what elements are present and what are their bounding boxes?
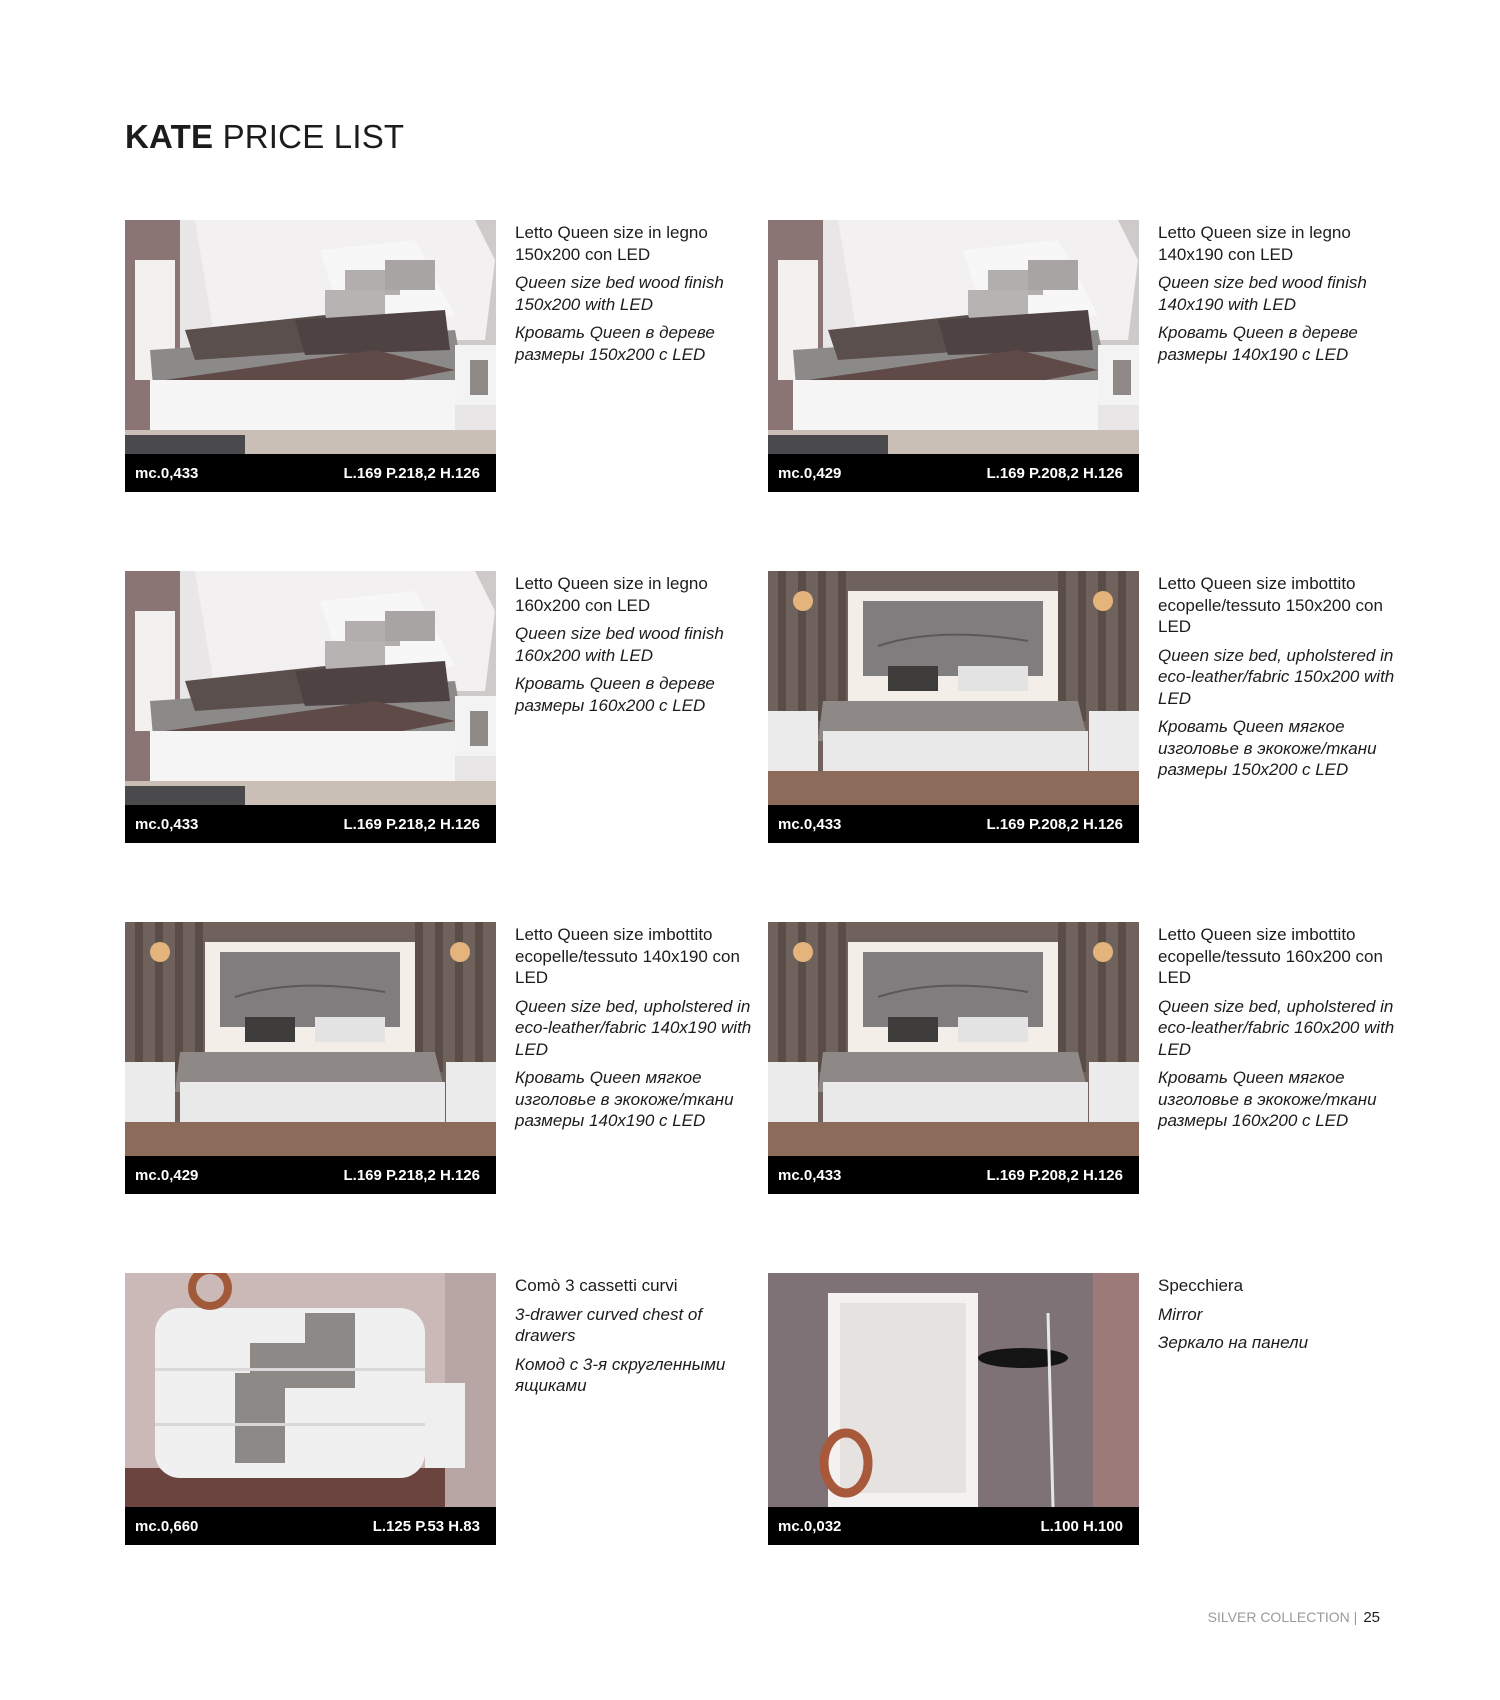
dimensions: L.169 P.208,2 H.126: [986, 1166, 1123, 1184]
description-it: Letto Queen size imbottito ecopelle/tessuto 140x190 con LED: [515, 925, 740, 987]
description-ru: Кровать Queen мягкое изголовье в экокоже/ткани размеры 160x200 с LED: [1158, 1068, 1377, 1130]
description-it: Letto Queen size in legno 140x190 con LED: [1158, 223, 1351, 264]
description-ru: Кровать Queen в дереве размеры 160x200 с LED: [515, 674, 715, 715]
product-card: [768, 220, 1408, 492]
dimensions: L.169 P.218,2 H.126: [343, 464, 480, 482]
description-ru: Кровать Queen мягкое изголовье в экокоже/ткани размеры 150x200 с LED: [1158, 717, 1377, 779]
spec-bar: [768, 805, 1139, 843]
description-en: Queen size bed, upholstered in eco-leather/fabric 150x200 with LED: [1158, 645, 1395, 708]
product-photo: [768, 220, 1139, 492]
description-en: Mirror: [1158, 1304, 1203, 1324]
product-description: [1158, 573, 1408, 788]
volume: mc.0,433: [778, 815, 842, 833]
volume: mc.0,032: [778, 1517, 842, 1535]
product-description: [515, 222, 765, 372]
description-en: Queen size bed wood finish 150x200 with LED: [515, 273, 724, 314]
description-ru: Зеркало на панели: [1158, 1333, 1309, 1352]
dimensions: L.169 P.208,2 H.126: [986, 464, 1123, 482]
description-en: Queen size bed wood finish 160x200 with LED: [515, 624, 724, 665]
volume: mc.0,433: [778, 1166, 842, 1184]
page-number: 25: [1363, 1609, 1380, 1626]
description-it: Letto Queen size in legno 160x200 con LED: [515, 574, 708, 615]
product-card: [125, 1273, 765, 1545]
mirror-image: [768, 1273, 1139, 1507]
spec-bar: [125, 454, 496, 492]
dimensions: L.100 H.100: [1040, 1517, 1123, 1535]
product-card: [768, 1273, 1408, 1545]
description-ru: Комод с 3-я скругленными ящиками: [515, 1354, 726, 1395]
product-description: [515, 1275, 765, 1404]
description-it: Specchiera: [1158, 1276, 1244, 1295]
volume: mc.0,660: [135, 1517, 199, 1535]
chest-image: [125, 1273, 496, 1507]
description-ru: Кровать Queen в дереве размеры 140x190 с LED: [1158, 323, 1358, 364]
product-photo: [125, 922, 496, 1194]
description-it: Letto Queen size in legno 150x200 con LED: [515, 223, 708, 264]
collection-name: SILVER COLLECTION |: [1207, 1609, 1358, 1625]
bed-image: [125, 571, 496, 805]
product-photo: [768, 922, 1139, 1194]
page-title: [125, 118, 404, 156]
spec-bar: [125, 1507, 496, 1545]
product-description: [515, 573, 765, 723]
page-footer: [1208, 1609, 1380, 1626]
dimensions: L.169 P.218,2 H.126: [343, 1166, 480, 1184]
bed-image: [768, 922, 1139, 1156]
dimensions: L.169 P.208,2 H.126: [986, 815, 1123, 833]
product-description: [1158, 1275, 1408, 1361]
volume: mc.0,433: [135, 815, 199, 833]
description-en: Queen size bed wood finish 140x190 with LED: [1158, 273, 1367, 314]
description-it: Letto Queen size imbottito ecopelle/tessuto 160x200 con LED: [1158, 925, 1383, 987]
spec-bar: [768, 1507, 1139, 1545]
spec-bar: [768, 1156, 1139, 1194]
bed-image: [768, 220, 1139, 454]
volume: mc.0,433: [135, 464, 199, 482]
volume: mc.0,429: [135, 1166, 199, 1184]
volume: mc.0,429: [778, 464, 842, 482]
description-en: Queen size bed, upholstered in eco-leather/fabric 160x200 with LED: [1158, 996, 1395, 1059]
product-description: [515, 924, 765, 1139]
product-card: [125, 220, 765, 492]
product-photo: [125, 571, 496, 843]
description-en: Queen size bed, upholstered in eco-leather/fabric 140x190 with LED: [515, 996, 752, 1059]
dimensions: L.125 P.53 H.83: [372, 1517, 480, 1535]
product-card: [768, 922, 1408, 1194]
bed-image: [768, 571, 1139, 805]
product-card: [125, 571, 765, 843]
bed-image: [125, 922, 496, 1156]
dimensions: L.169 P.218,2 H.126: [343, 815, 480, 833]
bed-image: [125, 220, 496, 454]
description-it: Comò 3 cassetti curvi: [515, 1276, 678, 1295]
description-it: Letto Queen size imbottito ecopelle/tessuto 150x200 con LED: [1158, 574, 1383, 636]
description-ru: Кровать Queen в дереве размеры 150x200 с LED: [515, 323, 715, 364]
description-en: 3-drawer curved chest of drawers: [515, 1304, 703, 1345]
spec-bar: [125, 805, 496, 843]
title-brand: KATE: [125, 118, 214, 155]
spec-bar: [768, 454, 1139, 492]
description-ru: Кровать Queen мягкое изголовье в экокоже/ткани размеры 140x190 с LED: [515, 1068, 734, 1130]
product-card: [768, 571, 1408, 843]
spec-bar: [125, 1156, 496, 1194]
product-photo: [125, 220, 496, 492]
product-photo: [768, 571, 1139, 843]
product-card: [125, 922, 765, 1194]
product-photo: [125, 1273, 496, 1545]
product-description: [1158, 924, 1408, 1139]
product-description: [1158, 222, 1408, 372]
title-rest: PRICE LIST: [222, 118, 405, 155]
product-photo: [768, 1273, 1139, 1545]
